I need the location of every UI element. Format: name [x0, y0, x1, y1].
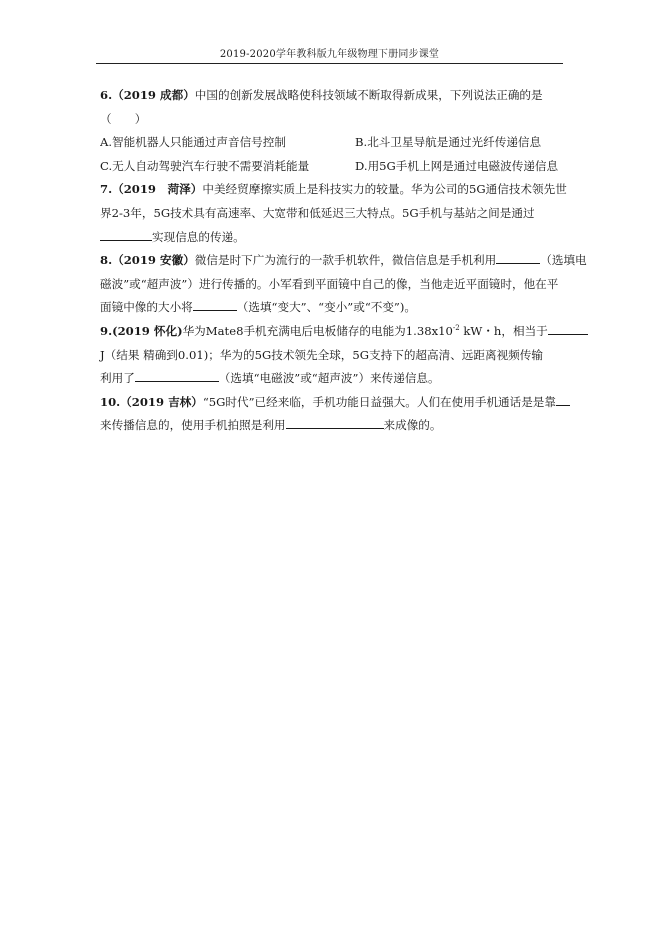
- answer-blank: [100, 228, 152, 241]
- question-source: （2019 菏泽）: [112, 182, 203, 197]
- question-text: 来传播信息的，使用手机拍照是利用: [100, 418, 286, 433]
- answer-blank: [496, 251, 540, 264]
- question-number: 9.: [100, 323, 113, 338]
- answer-blank: [556, 393, 570, 406]
- question-9-line-1: [100, 320, 566, 344]
- question-8-line-1: [100, 249, 587, 273]
- exponent: -2: [452, 324, 460, 333]
- question-text: （选填电: [540, 253, 587, 268]
- answer-blank: [548, 322, 588, 335]
- option-d: D.用5G手机上网是通过电磁波传递信息: [355, 158, 559, 173]
- answer-blank: [286, 416, 384, 429]
- question-list: [100, 84, 587, 438]
- option-a: A.智能机器人只能通过声音信号控制: [100, 135, 286, 150]
- question-9-line-2: J（结果 精确到0.01)；华为的5G技术领先全球，5G支持下的超高清、远距离视频传输: [100, 347, 543, 362]
- question-number: 8.: [100, 253, 113, 268]
- question-text: 中国的创新发展战略使科技领域不断取得新成果，下列说法正确的是: [194, 88, 543, 102]
- question-7-line-1: [100, 178, 566, 202]
- question-number: 7.: [100, 182, 113, 197]
- answer-blank: [135, 369, 219, 382]
- question-6-stem: [100, 84, 566, 108]
- question-source: (2019 怀化): [112, 323, 183, 338]
- question-10-line-2: [100, 414, 566, 438]
- question-text: 来成像的。: [383, 418, 442, 433]
- question-number: 10.: [100, 394, 121, 409]
- question-text: 利用了: [100, 371, 135, 386]
- option-c: C.无人自动驾驶汽车行驶不需要消耗能量: [100, 158, 310, 173]
- page-header: 2019-2020学年教科版九年级物理下册同步课堂: [96, 47, 563, 64]
- question-10-line-1: [100, 391, 566, 415]
- question-8-line-3: [100, 296, 566, 320]
- question-text: kW・h，相当于: [459, 323, 548, 338]
- question-source: （2019 安徽）: [112, 253, 195, 268]
- question-text: “5G时代”已经来临，手机功能日益强大。人们在使用手机通话是是靠: [202, 394, 556, 409]
- question-7-line-2: 界2-3年，5G技术具有高速率、大宽带和低延迟三大特点。5G手机与基站之间是通过: [100, 205, 535, 220]
- answer-blank: [193, 298, 237, 311]
- question-text: 中美经贸摩擦实质上是科技实力的较量。华为公司的5G通信技术领先世: [202, 182, 567, 197]
- question-source: （2019 吉林）: [120, 394, 203, 409]
- question-8-line-2: 磁波”或“超声波”）进行传播的。小军看到平面镜中自己的像，当他走近平面镜时，他在平: [100, 276, 559, 291]
- question-source: （2019 成都）: [112, 88, 195, 102]
- question-text: （选填“变大”、“变小”或“不变”)。: [236, 300, 416, 315]
- question-text: 微信是时下广为流行的一款手机软件，微信信息是手机利用: [194, 253, 497, 268]
- answer-paren: （ ）: [100, 111, 147, 126]
- question-text: 华为Mate8手机充满电后电板储存的电能为1.38x10: [182, 323, 453, 338]
- question-number: 6.: [100, 88, 113, 102]
- question-6-options: [100, 131, 566, 178]
- option-b: B.北斗卫星导航是通过光纤传递信息: [355, 135, 542, 150]
- question-9-line-3: [100, 367, 566, 391]
- question-text: 实现信息的传递。: [152, 229, 245, 244]
- question-7-line-3: [100, 226, 566, 250]
- question-text: 面镜中像的大小将: [100, 300, 193, 315]
- question-text: （选填“电磁波”或“超声波”）来传递信息。: [218, 371, 440, 386]
